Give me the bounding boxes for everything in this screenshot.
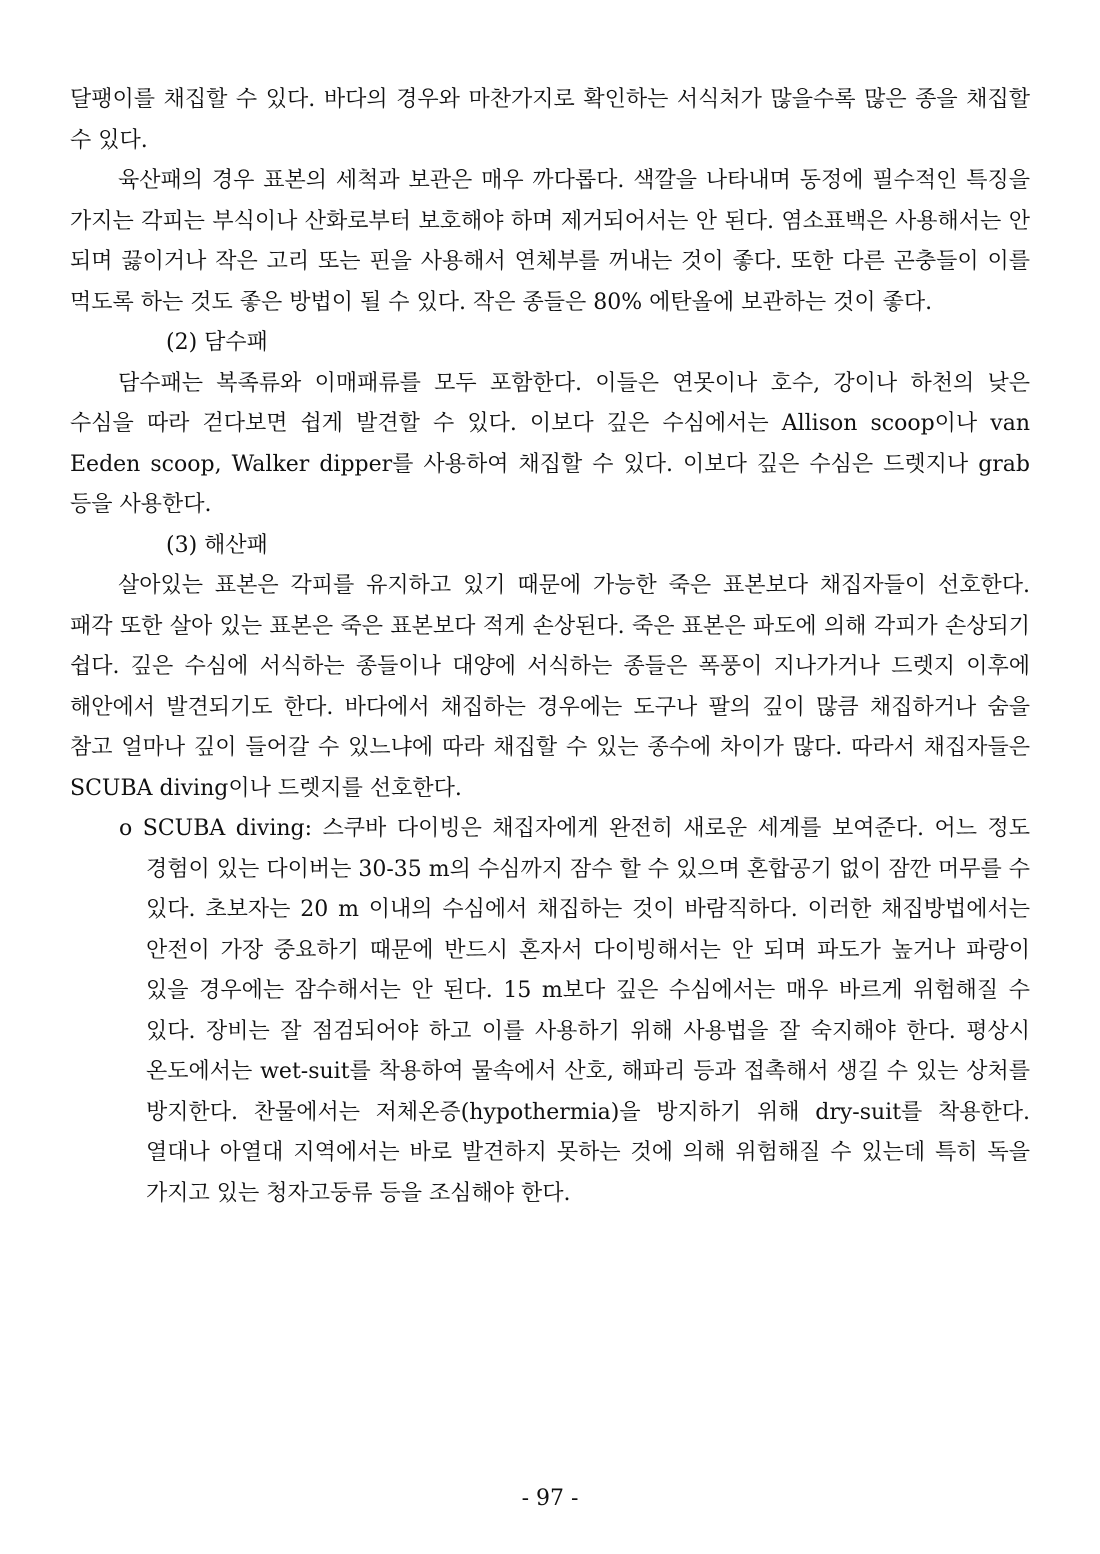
document-body — [70, 80, 1030, 1214]
section-heading-freshwater-shells: (2) 담수패 — [166, 330, 268, 355]
paragraph-land-snail-specimen-care: 육산패의 경우 표본의 세척과 보관은 매우 까다롭다. 색깔을 나타내며 동정에 필수적인 특징을 가지는 각피는 부식이나 산화로부터 보호해야 하며 제거되어서는 안 된다. 염소표백은 사용해서는 안 되며 끓이거나 작은 고리 또는 핀을 사용해서 연체부를 꺼내는 것이 좋다. 또한 다른 곤충들이 이를 먹도록 하는 것도 좋은 방법이 될 수 있다. 작은 종들은 80% 에탄올에 보관하는 것이 좋다. — [70, 168, 1030, 315]
paragraph-freshwater-shells: 담수패는 복족류와 이매패류를 모두 포함한다. 이들은 연못이나 호수, 강이나 하천의 낮은 수심을 따라 걷다보면 쉽게 발견할 수 있다. 이보다 깊은 수심에서는 Allison scoop이나 van Eeden scoop, Walker dipper를 사용하여 채집할 수 있다. 이보다 깊은 수심은 드렛지나 grab 등을 사용한다. — [70, 370, 1030, 517]
section-heading-marine-shells: (3) 해산패 — [166, 532, 268, 558]
paragraph-continuation: 달팽이를 채집할 수 있다. 바다의 경우와 마찬가지로 확인하는 서식처가 많을수록 많은 종을 채집할 수 있다. — [70, 87, 1030, 153]
bullet-scuba-diving: o SCUBA diving: 스쿠바 다이빙은 채집자에게 완전히 새로운 세계를 보여준다. 어느 정도 경험이 있는 다이버는 30-35 m의 수심까지 잠수 할 수 있으며 혼합공기 없이 잠깐 머무를 수 있다. 초보자는 20 m 이내의 수심에서 채집하는 것이 바람직하다. 이러한 채집방법에서는 안전이 가장 중요하기 때문에 반드시 혼자서 다이빙해서는 안 되며 파도가 높거나 파랑이 있을 경우에는 잠수해서는 안 된다. 15 m보다 깊은 수심에서는 매우 바르게 위험해질 수 있다. 장비는 잘 점검되어야 하고 이를 사용하기 위해 사용법을 잘 숙지해야 한다. 평상시 온도에서는 wet-suit를 착용하여 물속에서 산호, 해파리 등과 접촉해서 생길 수 있는 상처를 방지한다. 찬물에서는 저체온증(hypothermia)을 방지하기 위해 dry-suit를 착용한다. 열대나 아열대 지역에서는 바로 발견하지 못하는 것에 의해 위험해질 수 있는데 특히 독을 가지고 있는 청자고둥류 등을 조심해야 한다. — [119, 816, 1030, 1206]
page-number: - 97 - — [521, 1486, 579, 1511]
paragraph-marine-shells: 살아있는 표본은 각피를 유지하고 있기 때문에 가능한 죽은 표본보다 채집자들이 선호한다. 패각 또한 살아 있는 표본은 죽은 표본보다 적게 손상된다. 죽은 표본은 파도에 의해 각피가 손상되기 쉽다. 깊은 수심에 서식하는 종들이나 대양에 서식하는 종들은 폭풍이 지나가거나 드렛지 이후에 해안에서 발견되기도 한다. 바다에서 채집하는 경우에는 도구나 팔의 깊이 많큼 채집하거나 숨을 참고 얼마나 깊이 들어갈 수 있느냐에 따라 채집할 수 있는 종수에 차이가 많다. 따라서 채집자들은 SCUBA diving이나 드렛지를 선호한다. — [70, 573, 1030, 801]
